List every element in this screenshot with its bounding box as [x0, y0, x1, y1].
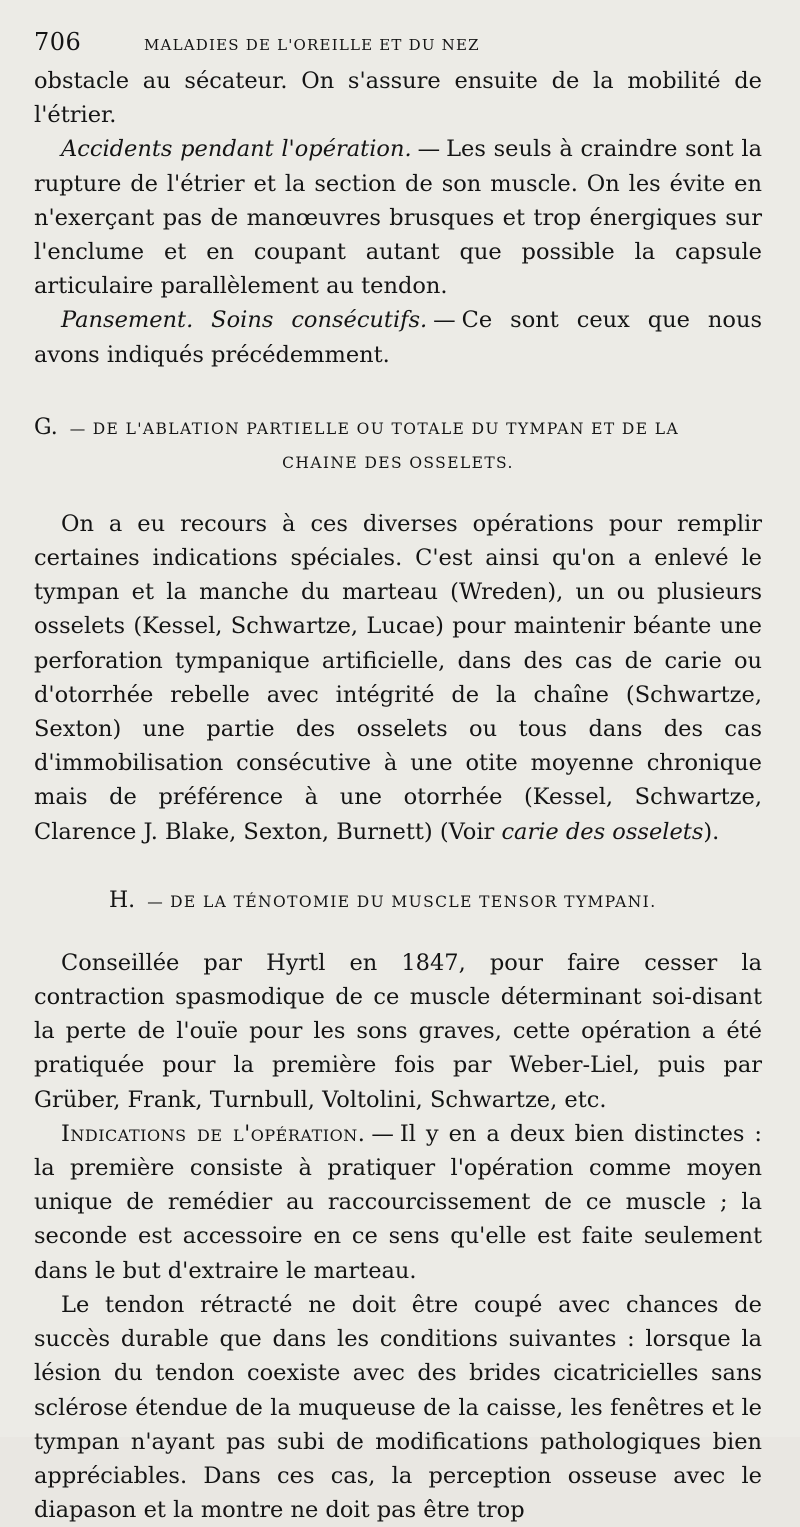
paragraph-accidents — [34, 132, 762, 303]
section-g-letter: G. — [34, 414, 58, 440]
running-head: MALADIES DE L'OREILLE ET DU NEZ — [144, 36, 480, 54]
em-dash: — — [371, 1120, 394, 1147]
section-h-indications-text: Il y en a deux bien distinctes : la première consiste à pratiquer l'opération comme moyen unique de remédier au raccourcissement de ce muscle ; la seconde est accessoire en ce sens qu'elle est faite seulement dans le but d'extraire le marteau. — [34, 1120, 762, 1284]
section-g-body-reference: carie des osselets — [501, 818, 704, 845]
paragraph-accidents-lead: Accidents pendant l'opération. — [61, 136, 412, 163]
paragraph-continuation: obstacle au sécateur. On s'assure ensuite de la mobilité de l'étrier. — [34, 68, 762, 129]
section-h-heading — [34, 884, 762, 919]
section-g-body — [34, 507, 762, 849]
em-dash: — — [433, 307, 456, 334]
paragraph-accidents-text: Les seuls à craindre sont la rupture de l'étrier et la section de son muscle. On les évite en n'exerçant pas de manœuvres brusques et trop énergiques sur l'enclume et en coupant autant que possible la capsule articulaire parallèlement au tendon. — [34, 136, 762, 300]
section-g-title-line2: CHAINE DES OSSELETS. — [282, 453, 514, 472]
section-g-title-line1: DE L'ABLATION PARTIELLE OU TOTALE DU TYMPAN ET DE LA — [92, 419, 680, 438]
page-header — [34, 28, 762, 62]
em-dash: — — [147, 892, 165, 911]
em-dash: — — [69, 419, 87, 438]
em-dash: — — [417, 136, 441, 163]
section-g-body-text: On a eu recours à ces diverses opérations pour remplir certaines indications spéciales. C'est ainsi qu'on a enlevé le tympan et la manche du marteau (Wreden), un ou plusieurs osselets (Kessel, Schwartze, Lucae) pour maintenir béante une perforation tympanique artificielle, dans des cas de carie ou d'otorrhée rebelle avec intégrité de la chaîne (Schwartze, Sexton) une partie des osselets ou tous dans des cas d'immobilisation consécutive à une otite moyenne chronique mais de préférence à une otorrhée (Kessel, Schwartze, Clarence J. Blake, Sexton, Burnett) (Voir — [34, 510, 762, 845]
paragraph-pansement-text: Ce sont ceux que nous avons indiqués précédemment. — [34, 307, 762, 368]
page-number: 706 — [34, 28, 82, 56]
section-h-letter: H. — [109, 887, 136, 913]
section-h-paragraph-3: Le tendon rétracté ne doit être coupé avec chances de succès durable que dans les conditions suivantes : lorsque la lésion du tendon coexiste avec des brides cicatricielles sans sclérose étendue de la muqueuse de la caisse, les fenêtres et le tympan n'ayant pas subi de modifications pathologiques bien appréciables. Dans ces cas, la perception osseuse avec le diapason et la montre ne doit pas être trop — [34, 1291, 762, 1524]
section-h-paragraph-1: Conseillée par Hyrtl en 1847, pour faire cesser la contraction spasmodique de ce muscle déterminant soi-disant la perte de l'ouïe pour les sons graves, cette opération a été pratiquée pour la première fois par Weber-Liel, puis par Grüber, Frank, Turnbull, Voltolini, Schwartze, etc. — [34, 949, 762, 1113]
section-g-body-closing: ). — [703, 818, 720, 845]
section-g-heading — [34, 411, 762, 446]
section-h-paragraph-indications — [34, 1117, 762, 1288]
paragraph-pansement-lead: Pansement. Soins consécutifs. — [61, 307, 428, 334]
paragraph-pansement — [34, 303, 762, 371]
section-h-title: DE LA TÉNOTOMIE DU MUSCLE TENSOR TYMPANI. — [170, 892, 657, 911]
section-h-indications-lead: Indications de l'opération. — [61, 1120, 366, 1147]
